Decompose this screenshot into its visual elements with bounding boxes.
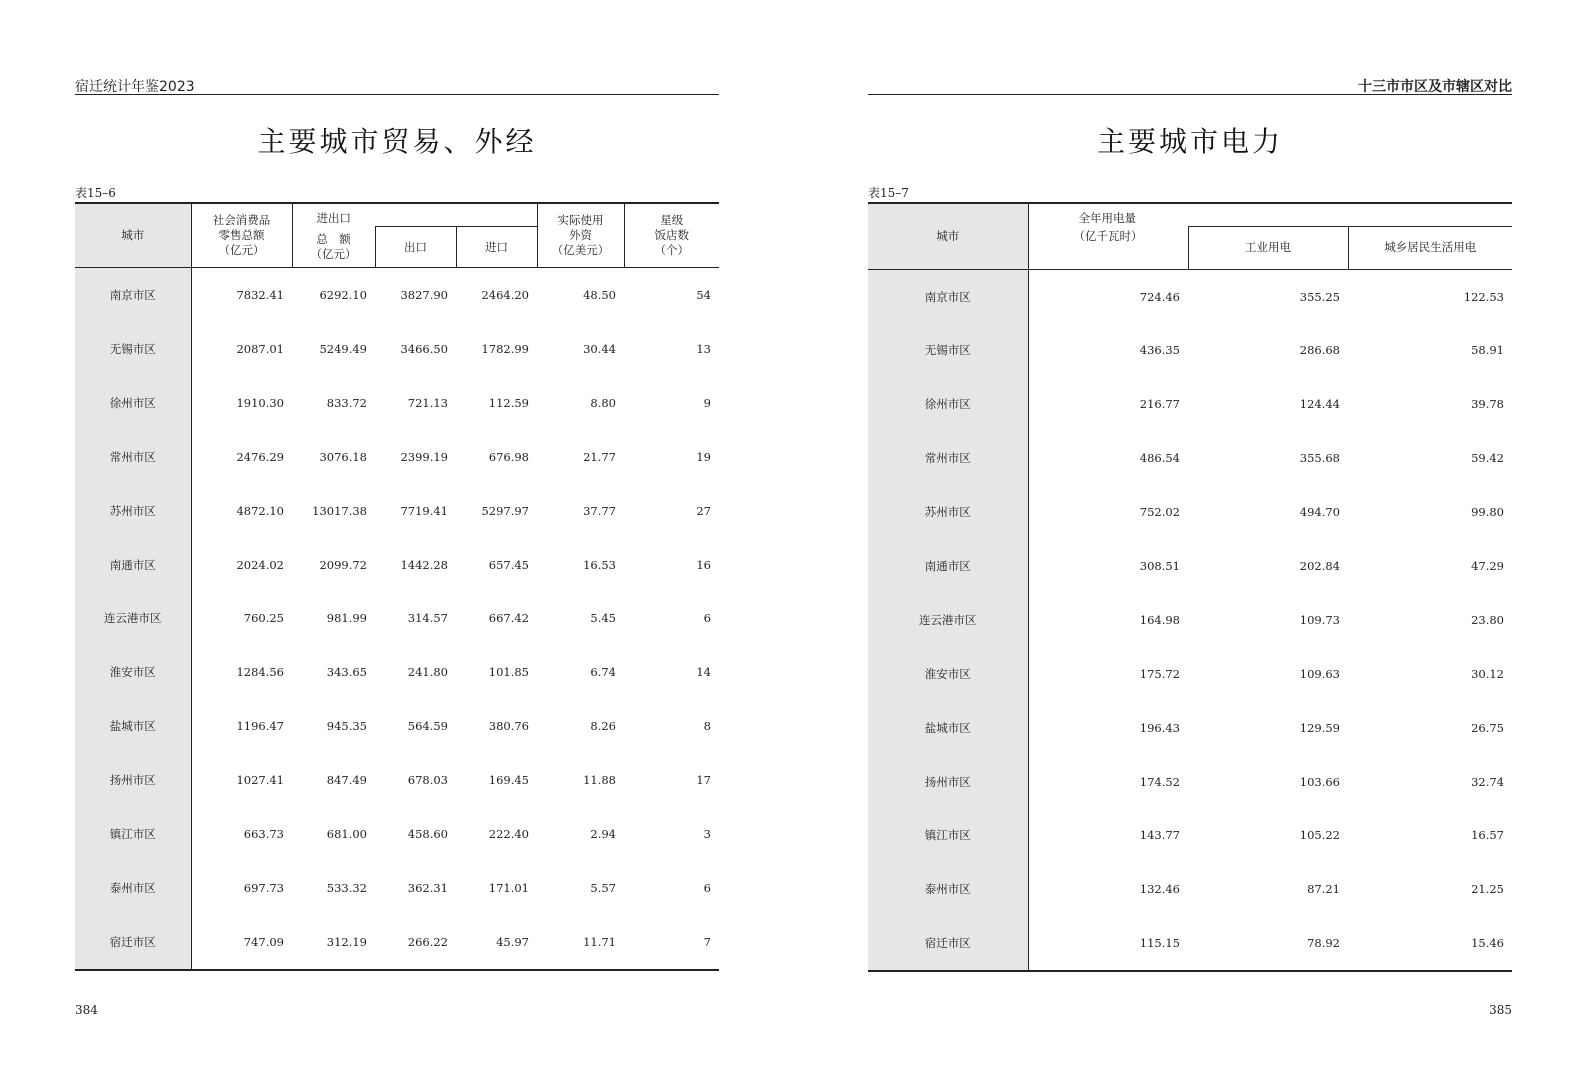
header-total-unit: （亿千瓦时） <box>1028 227 1188 270</box>
header-city: 城市 <box>868 203 1028 269</box>
header-rule <box>75 94 719 95</box>
table-code: 表15–7 <box>868 186 909 200</box>
table-row: 南京市区 7832.41 6292.10 3827.90 2464.20 48.50 54 <box>75 268 719 323</box>
table-row: 淮安市区 1284.56 343.65 241.80 101.85 6.74 14 <box>75 645 719 699</box>
table-row: 镇江市区 663.73 681.00 458.60 222.40 2.94 3 <box>75 807 719 861</box>
header-fdi: 实际使用 外资 （亿美元） <box>537 203 624 268</box>
table-row: 南通市区 2024.02 2099.72 1442.28 657.45 16.53 16 <box>75 538 719 592</box>
header-industry: 工业用电 <box>1188 227 1348 270</box>
running-head-text: 宿迁统计年鉴2023 <box>75 79 195 95</box>
table-code: 表15–6 <box>75 186 116 200</box>
table-row: 镇江市区 143.77 105.22 16.57 <box>868 809 1512 863</box>
running-head-text: 十三市市区及市辖区对比 <box>1358 79 1512 95</box>
page-number: 384 <box>75 1003 98 1017</box>
table-row: 盐城市区 1196.47 945.35 564.59 380.76 8.26 8 <box>75 699 719 753</box>
page-title: 主要城市贸易、外经 <box>257 125 537 158</box>
table-row: 连云港市区 760.25 981.99 314.57 667.42 5.45 6 <box>75 591 719 645</box>
header-trade-total: 总 额 （亿元） <box>292 227 375 268</box>
page-title: 主要城市电力 <box>1096 125 1283 158</box>
table-row: 扬州市区 1027.41 847.49 678.03 169.45 11.88 17 <box>75 753 719 807</box>
table-row: 连云港市区 164.98 109.73 23.80 <box>868 593 1512 647</box>
header-city: 城市 <box>75 203 191 268</box>
table-row: 常州市区 486.54 355.68 59.42 <box>868 431 1512 485</box>
left-page <box>75 0 719 1077</box>
table-row: 无锡市区 2087.01 5249.49 3466.50 1782.99 30.44 13 <box>75 322 719 376</box>
table-row: 盐城市区 196.43 129.59 26.75 <box>868 701 1512 755</box>
running-head-left <box>75 76 719 94</box>
table-row: 泰州市区 697.73 533.32 362.31 171.01 5.57 6 <box>75 861 719 915</box>
right-page <box>868 0 1512 1077</box>
header-residential: 城乡居民生活用电 <box>1348 227 1512 270</box>
table-row: 宿迁市区 115.15 78.92 15.46 <box>868 916 1512 971</box>
table-row: 苏州市区 752.02 494.70 99.80 <box>868 485 1512 539</box>
table-row: 徐州市区 1910.30 833.72 721.13 112.59 8.80 9 <box>75 376 719 430</box>
page-number: 385 <box>1489 1003 1512 1017</box>
table-row: 无锡市区 436.35 286.68 58.91 <box>868 324 1512 378</box>
header-trade: 进出口 <box>292 203 537 227</box>
table-row: 宿迁市区 747.09 312.19 266.22 45.97 11.71 7 <box>75 915 719 970</box>
running-head-right <box>868 76 1512 94</box>
electricity-table <box>868 202 1512 972</box>
table-row: 徐州市区 216.77 124.44 39.78 <box>868 377 1512 431</box>
table-row: 扬州市区 174.52 103.66 32.74 <box>868 755 1512 809</box>
table-row: 常州市区 2476.29 3076.18 2399.19 676.98 21.77 19 <box>75 430 719 484</box>
header-total: 全年用电量 <box>1028 203 1512 227</box>
header-rule <box>868 94 1512 95</box>
header-hotels: 星级 饭店数 （个） <box>624 203 719 268</box>
table-row: 南京市区 724.46 355.25 122.53 <box>868 269 1512 324</box>
table-row: 南通市区 308.51 202.84 47.29 <box>868 539 1512 593</box>
header-import: 进口 <box>456 227 537 268</box>
header-retail: 社会消费品 零售总额 （亿元） <box>191 203 292 268</box>
header-export: 出口 <box>375 227 456 268</box>
table-row: 淮安市区 175.72 109.63 30.12 <box>868 647 1512 701</box>
trade-table <box>75 202 719 971</box>
table-row: 泰州市区 132.46 87.21 21.25 <box>868 862 1512 916</box>
table-row: 苏州市区 4872.10 13017.38 7719.41 5297.97 37.77 27 <box>75 484 719 538</box>
